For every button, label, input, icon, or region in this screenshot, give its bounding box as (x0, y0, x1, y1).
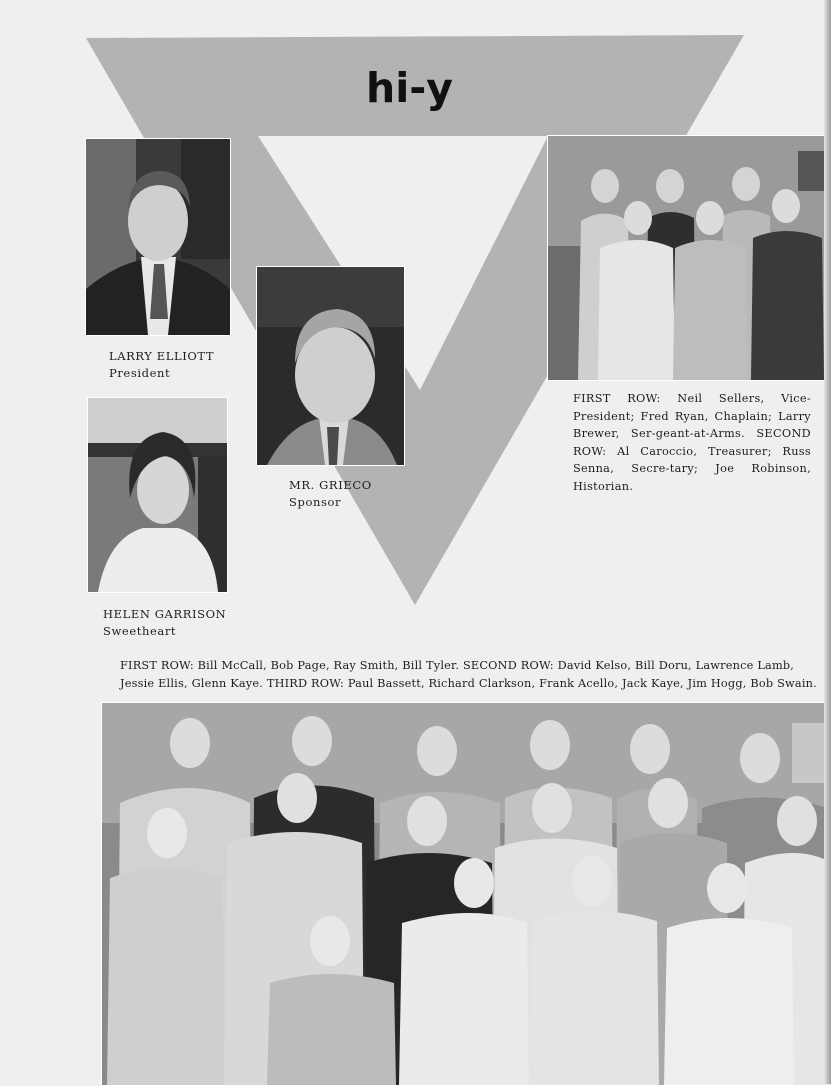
sweetheart-photo (87, 397, 228, 593)
sponsor-role: Sponsor (289, 495, 342, 509)
sweetheart-caption (103, 606, 226, 640)
club-group-photo (101, 702, 831, 1086)
officers-photo (547, 135, 831, 381)
officers-caption: FIRST ROW: Neil Sellers, Vice-President; Fred Ryan, Chaplain; Larry Brewer, Ser-geant-at-Arms. SECOND ROW: Al Caroccio, Treasurer; Russ Senna, Secre-tary; Joe Robinson, Historian. (573, 392, 811, 493)
sponsor-name: MR. GRIECO (289, 478, 372, 492)
sweetheart-role: Sweetheart (103, 624, 177, 638)
sweetheart-name: HELEN GARRISON (103, 607, 227, 621)
sponsor-photo (256, 266, 405, 466)
sponsor-caption (289, 477, 372, 511)
page-binding-edge (824, 0, 831, 1084)
president-photo (85, 138, 231, 336)
page-title: hi-y (366, 64, 453, 112)
president-name: LARRY ELLIOTT (109, 349, 215, 363)
president-caption (109, 348, 214, 382)
president-role: President (109, 366, 171, 380)
club-caption: FIRST ROW: Bill McCall, Bob Page, Ray Smith, Bill Tyler. SECOND ROW: David Kelso, Bill Doru, Lawrence Lamb, Jessie Ellis, Glenn Kaye. THIRD ROW: Paul Bassett, Richard Clarkson, Frank Acello, Jack Kaye, Jim Hogg, Bob Swain. (120, 659, 817, 690)
